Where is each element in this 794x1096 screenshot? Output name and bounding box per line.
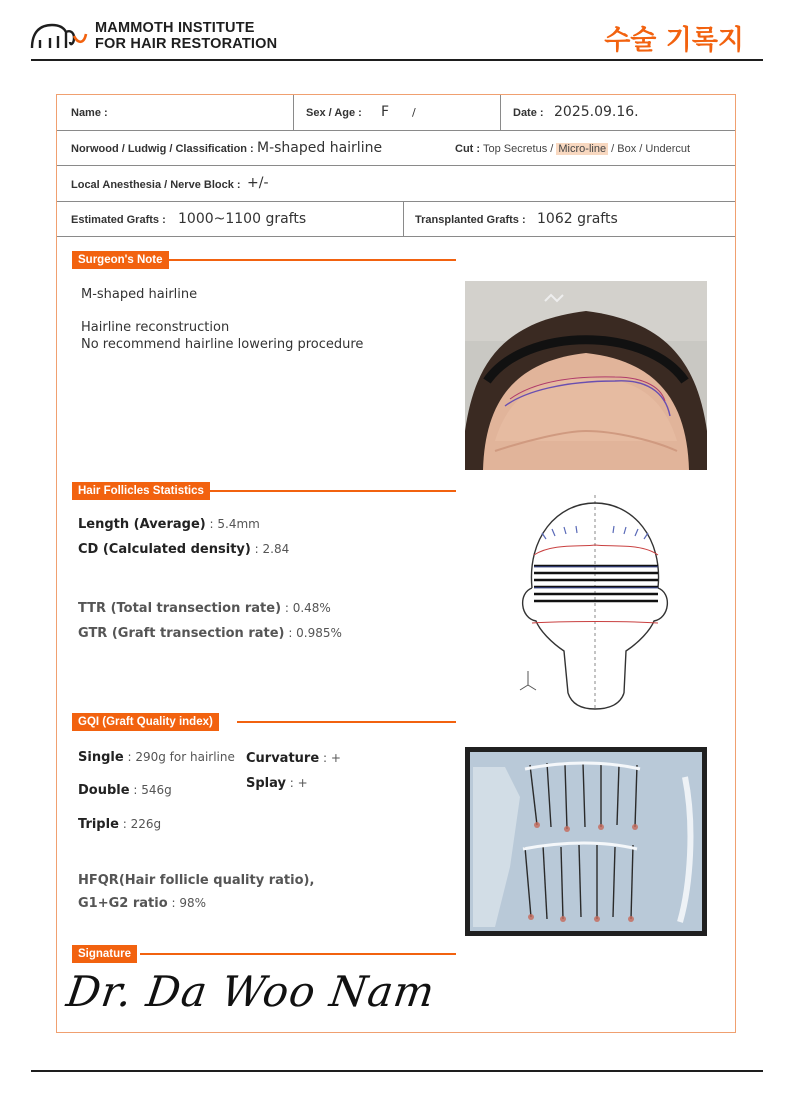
estimated-grafts-value: 1000~1100 grafts (178, 211, 307, 227)
cut-option-micro-line-selected: Micro-line (558, 143, 607, 155)
sex-value: F (381, 104, 390, 120)
col-divider (403, 201, 404, 236)
cut-options: Top Secretus / Micro-line / Box / Undercut (483, 143, 691, 155)
gqi-curvature: Curvature : + (246, 751, 341, 766)
institute-logo (30, 18, 290, 54)
cut-option-box: Box (617, 143, 637, 155)
row-divider (57, 165, 735, 166)
logo-text-line2: FOR HAIR RESTORATION (95, 36, 278, 52)
doctor-signature: Dr. Da Woo Nam (63, 967, 439, 1016)
footer-rule (31, 1070, 763, 1072)
stat-graft-transection-rate: GTR (Graft transection rate) : 0.985% (78, 626, 342, 641)
sex-age-label: Sex / Age : (306, 107, 362, 119)
row-divider (57, 130, 735, 131)
row-divider (57, 236, 735, 237)
transplanted-grafts-label: Transplanted Grafts : (415, 214, 526, 226)
anesthesia-value: +/- (247, 175, 269, 191)
logo-text-line1: MAMMOTH INSTITUTE (95, 20, 255, 36)
date-value: 2025.09.16. (554, 104, 639, 120)
transplanted-grafts-value: 1062 grafts (537, 211, 618, 227)
section-title: Signature (72, 945, 137, 963)
section-title: Surgeon's Note (72, 251, 169, 269)
note-line-1: M-shaped hairline (81, 287, 198, 302)
header-rule (31, 59, 763, 61)
anesthesia-label: Local Anesthesia / Nerve Block : (71, 179, 241, 191)
gqi-single: Single : 290g for hairline (78, 750, 235, 765)
document-title: 수술 기록지 (604, 25, 744, 56)
cut-option-undercut: Undercut (645, 143, 691, 155)
section-title: GQI (Graft Quality index) (72, 713, 219, 731)
stat-calculated-density: CD (Calculated density) : 2.84 (78, 542, 290, 557)
gqi-hfqr-label: HFQR(Hair follicle quality ratio), (78, 873, 315, 888)
gqi-double: Double : 546g (78, 783, 172, 798)
date-label: Date : (513, 107, 544, 119)
classification-value: M-shaped hairline (257, 140, 383, 156)
col-divider (293, 95, 294, 130)
note-line-3: No recommend hairline lowering procedure (81, 337, 364, 352)
cut-option-top-secretus: Top Secretus (483, 143, 548, 155)
hairline-photo (465, 281, 707, 470)
mammoth-logo-icon (30, 22, 88, 50)
donor-area-diagram (512, 493, 677, 711)
classification-label: Norwood / Ludwig / Classification : (71, 143, 254, 155)
sex-age-separator: / (412, 106, 416, 119)
row-divider (57, 201, 735, 202)
gqi-g1g2-ratio: G1+G2 ratio : 98% (78, 896, 206, 911)
col-divider (500, 95, 501, 130)
stat-total-transection-rate: TTR (Total transection rate) : 0.48% (78, 601, 331, 616)
note-line-2: Hairline reconstruction (81, 320, 230, 335)
record-frame (56, 94, 736, 1033)
estimated-grafts-label: Estimated Grafts : (71, 214, 166, 226)
stat-length: Length (Average) : 5.4mm (78, 517, 260, 532)
section-title: Hair Follicles Statistics (72, 482, 210, 500)
gqi-triple: Triple : 226g (78, 817, 162, 832)
name-label: Name : (71, 107, 108, 119)
gqi-splay: Splay : + (246, 776, 308, 791)
cut-label: Cut : (455, 143, 481, 155)
graft-sample-photo (465, 747, 707, 936)
